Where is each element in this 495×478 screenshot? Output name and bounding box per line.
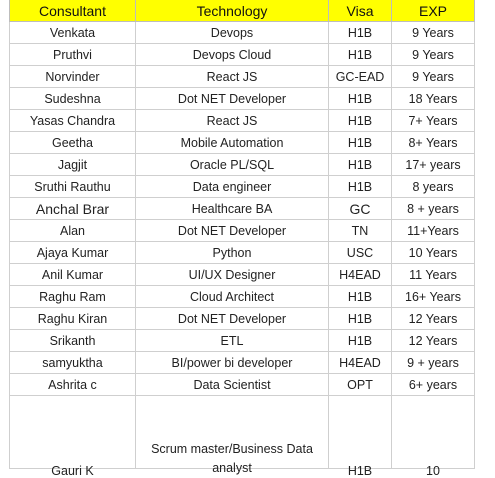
table-row xyxy=(10,88,475,110)
exp-cell: 8 years xyxy=(392,176,475,198)
visa-cell: H4EAD xyxy=(329,264,392,286)
technology-cell: BI/power bi developer xyxy=(136,352,329,374)
technology-cell: React JS xyxy=(136,66,329,88)
visa-cell xyxy=(329,396,392,478)
table-row xyxy=(10,330,475,352)
table-row xyxy=(10,110,475,132)
table-row xyxy=(10,66,475,88)
technology-cell: Oracle PL/SQL xyxy=(136,154,329,176)
visa-cell: H1B xyxy=(329,330,392,352)
consultant-cell: Sudeshna xyxy=(10,88,136,110)
visa-cell: H1B xyxy=(329,22,392,44)
visa-cell: GC xyxy=(329,198,392,220)
consultant-cell: Raghu Kiran xyxy=(10,308,136,330)
consultant-cell: Raghu Ram xyxy=(10,286,136,308)
consultant-cell: Ajaya Kumar xyxy=(10,242,136,264)
table-row xyxy=(10,242,475,264)
exp-cell: 9 + years xyxy=(392,352,475,374)
technology-cell: Healthcare BA xyxy=(136,198,329,220)
technology-cell: Dot NET Developer xyxy=(136,220,329,242)
table-row xyxy=(10,396,475,469)
header-visa: Visa xyxy=(329,0,392,22)
exp-cell: 11+Years xyxy=(392,220,475,242)
visa-cell: TN xyxy=(329,220,392,242)
technology-cell: Data engineer xyxy=(136,176,329,198)
technology-cell: Devops xyxy=(136,22,329,44)
visa-cell: USC xyxy=(329,242,392,264)
table-row xyxy=(10,264,475,286)
visa-cell: H1B xyxy=(329,110,392,132)
table-row xyxy=(10,132,475,154)
table-row xyxy=(10,22,475,44)
consultant-cell xyxy=(10,396,136,478)
consultant-cell: Anil Kumar xyxy=(10,264,136,286)
exp-cell: 12 Years xyxy=(392,308,475,330)
visa-cell: H1B xyxy=(329,286,392,308)
header-consultant: Consultant xyxy=(10,0,136,22)
exp-cell: 8+ Years xyxy=(392,132,475,154)
technology-cell-text: Scrum master/Business Data analyst xyxy=(151,442,313,475)
table-row xyxy=(10,352,475,374)
technology-cell: Data Scientist xyxy=(136,374,329,396)
exp-cell: 7+ Years xyxy=(392,110,475,132)
table-row xyxy=(10,220,475,242)
visa-cell: H1B xyxy=(329,44,392,66)
technology-cell: Devops Cloud xyxy=(136,44,329,66)
consultant-table xyxy=(9,0,475,478)
visa-cell: GC-EAD xyxy=(329,66,392,88)
visa-cell: OPT xyxy=(329,374,392,396)
exp-cell: 16+ Years xyxy=(392,286,475,308)
exp-cell: 11 Years xyxy=(392,264,475,286)
exp-cell: 18 Years xyxy=(392,88,475,110)
table-row xyxy=(10,198,475,220)
table-row xyxy=(10,176,475,198)
consultant-cell: Alan xyxy=(10,220,136,242)
exp-cell: 10 Years xyxy=(392,242,475,264)
technology-cell: UI/UX Designer xyxy=(136,264,329,286)
technology-cell: Mobile Automation xyxy=(136,132,329,154)
technology-cell: Dot NET Developer xyxy=(136,308,329,330)
consultant-cell: Pruthvi xyxy=(10,44,136,66)
visa-cell: H1B xyxy=(329,176,392,198)
consultant-cell: Jagjit xyxy=(10,154,136,176)
visa-cell: H1B xyxy=(329,308,392,330)
consultant-cell: Anchal Brar xyxy=(10,198,136,220)
exp-cell: 12 Years xyxy=(392,330,475,352)
consultant-cell: Geetha xyxy=(10,132,136,154)
visa-cell: H1B xyxy=(329,132,392,154)
consultant-cell: samyuktha xyxy=(10,352,136,374)
visa-cell-text: H1B xyxy=(347,464,373,478)
technology-cell: React JS xyxy=(136,110,329,132)
exp-cell xyxy=(392,396,475,478)
visa-cell: H4EAD xyxy=(329,352,392,374)
technology-cell: Dot NET Developer xyxy=(136,88,329,110)
technology-cell: Python xyxy=(136,242,329,264)
technology-cell: Cloud Architect xyxy=(136,286,329,308)
exp-cell: 9 Years xyxy=(392,22,475,44)
exp-cell: 9 Years xyxy=(392,66,475,88)
visa-cell: H1B xyxy=(329,154,392,176)
consultant-cell: Norvinder xyxy=(10,66,136,88)
header-exp: EXP xyxy=(392,0,475,22)
consultant-cell: Yasas Chandra xyxy=(10,110,136,132)
consultant-cell: Ashrita c xyxy=(10,374,136,396)
table-row xyxy=(10,374,475,396)
technology-cell xyxy=(136,396,329,475)
consultant-cell: Sruthi Rauthu xyxy=(10,176,136,198)
exp-cell-text: 10 xyxy=(426,464,440,478)
visa-cell: H1B xyxy=(329,88,392,110)
exp-cell: 17+ years xyxy=(392,154,475,176)
consultant-cell-text: Gauri K xyxy=(51,464,94,478)
exp-cell: 6+ years xyxy=(392,374,475,396)
table-body xyxy=(10,0,475,478)
technology-cell: ETL xyxy=(136,330,329,352)
table-row xyxy=(10,44,475,66)
exp-cell: 9 Years xyxy=(392,44,475,66)
table-row xyxy=(10,286,475,308)
consultant-cell: Srikanth xyxy=(10,330,136,352)
consultant-cell: Venkata xyxy=(10,22,136,44)
header-row xyxy=(10,0,475,22)
exp-cell: 8 + years xyxy=(392,198,475,220)
table-row xyxy=(10,154,475,176)
header-technology: Technology xyxy=(136,0,329,22)
table-row xyxy=(10,308,475,330)
